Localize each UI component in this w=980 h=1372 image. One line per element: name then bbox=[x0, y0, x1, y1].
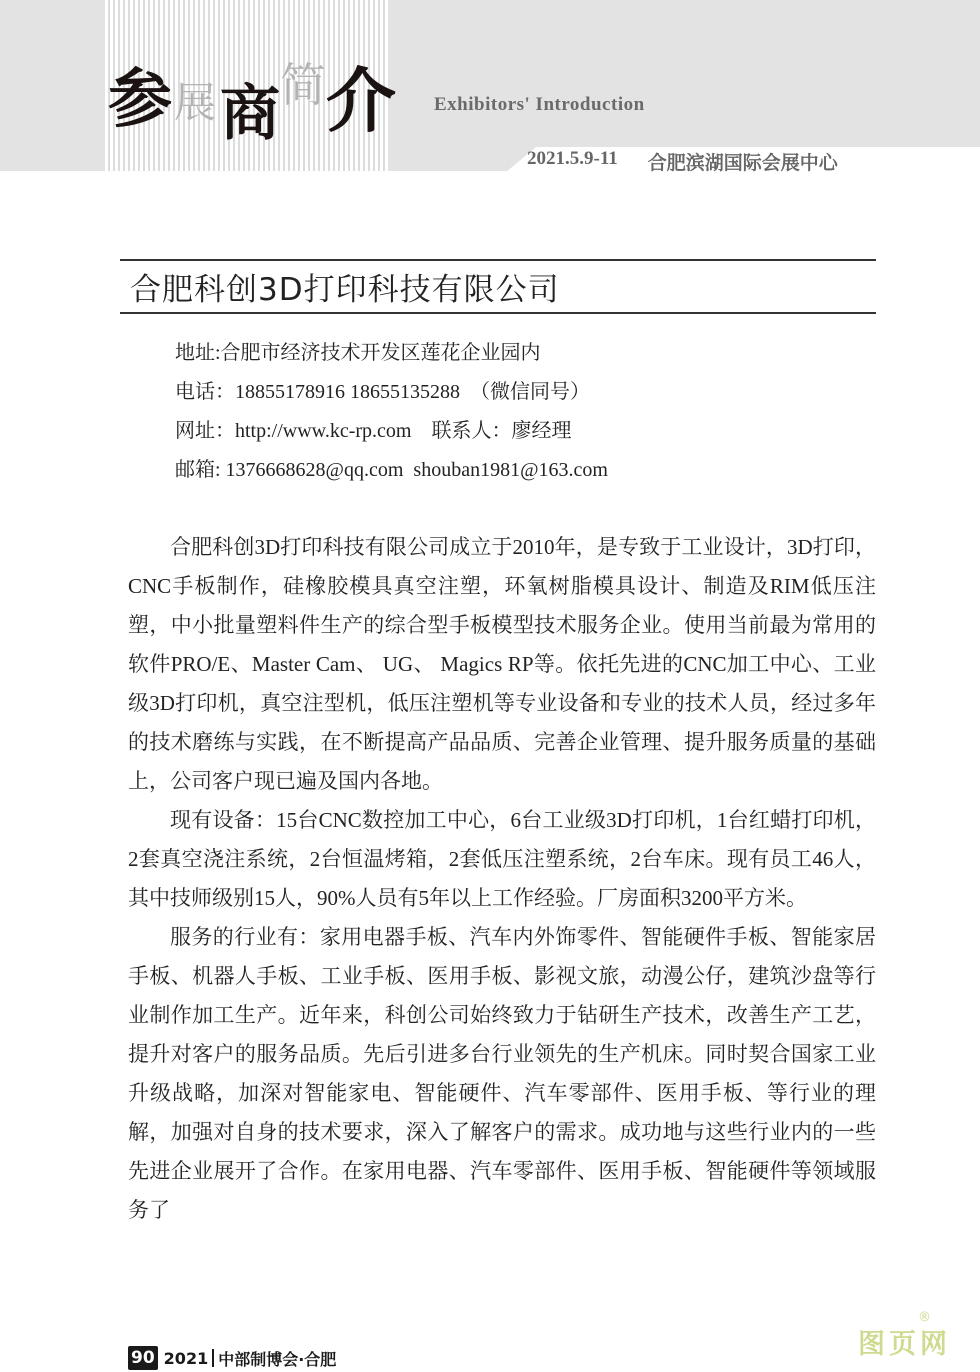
paragraph: 合肥科创3D打印科技有限公司成立于2010年，是专致于工业设计，3D打印，CNC手板制作，硅橡胶模具真空注塑，环氧树脂模具设计、制造及RIM低压注塑，中小批量塑料件生产的综合型手板模型技术服务企业。使用当前最为常用的软件PRO/E、Master Cam、 UG、 Magics RP等。依托先进的CNC加工中心、工业级3D打印机，真空注型机，低压注塑机等专业设备和专业的技术人员，经过多年的技术磨练与实践，在不断提高产品品质、完善企业管理、提升服务质量的基础上，公司客户现已遍及国内各地。 bbox=[128, 535, 876, 793]
paragraph: 服务的行业有：家用电器手板、汽车内外饰零件、智能硬件手板、智能家居手板、机器人手板、工业手板、医用手板、影视文旅，动漫公仔，建筑沙盘等行业制作加工生产。近年来，科创公司始终致力于钻研生产技术，改善生产工艺，提升对客户的服务品质。先后引进多台行业领先的生产机床。同时契合国家工业升级战略，加深对智能家电、智能硬件、汽车零部件、医用手板、等行业的理解，加强对自身的技术要求，深入了解客户的需求。成功地与这些行业内的一些先进企业展开了合作。在家用电器、汽车零部件、医用手板、智能硬件等领域服务了 bbox=[128, 925, 876, 1222]
section-title-cn bbox=[108, 58, 398, 162]
event-venue: 合肥滨湖国际会展中心 bbox=[647, 153, 838, 174]
publication-name: 中部制博会·合肥 bbox=[218, 1349, 337, 1369]
event-date: 2021.5.9-11 bbox=[527, 148, 618, 169]
contact-website: 网址：http://www.kc-rp.com 联系人：廖经理 bbox=[175, 420, 572, 442]
contact-email: 邮箱: 1376668628@qq.com shouban1981@163.com bbox=[175, 459, 608, 481]
title-char: 展 bbox=[174, 78, 217, 127]
paragraph: 现有设备：15台CNC数控加工中心，6台工业级3D打印机，1台红蜡打印机，2套真空浇注系统，2台恒温烤箱，2套低压注塑系统，2台车床。现有员工46人，其中技师级别15人，90%人员有5年以上工作经验。厂房面积3200平方米。 bbox=[128, 808, 876, 910]
title-char: 参 bbox=[108, 62, 172, 137]
page-number: 90 bbox=[128, 1346, 158, 1370]
company-description bbox=[128, 528, 876, 1230]
page-footer bbox=[128, 1346, 336, 1370]
contact-phone: 电话：18855178916 18655135288 （微信同号） bbox=[175, 381, 590, 403]
watermark-text: 图页网 bbox=[858, 1329, 951, 1360]
contact-info bbox=[175, 334, 608, 490]
title-rule-top bbox=[120, 259, 876, 261]
company-name: 合肥科创3D打印科技有限公司 bbox=[130, 272, 560, 308]
event-info bbox=[527, 148, 838, 175]
registered-icon: ® bbox=[918, 1310, 931, 1325]
title-char: 商 bbox=[220, 79, 280, 149]
footer-divider bbox=[212, 1349, 214, 1367]
title-char: 简 bbox=[280, 58, 326, 112]
section-title-en: Exhibitors' Introduction bbox=[434, 94, 645, 115]
footer-year: 2021 bbox=[163, 1348, 209, 1368]
contact-address: 地址:合肥市经济技术开发区莲花企业园内 bbox=[175, 342, 541, 364]
watermark-logo bbox=[858, 1310, 951, 1361]
title-char: 介 bbox=[326, 59, 396, 142]
title-rule-bottom bbox=[120, 312, 876, 314]
